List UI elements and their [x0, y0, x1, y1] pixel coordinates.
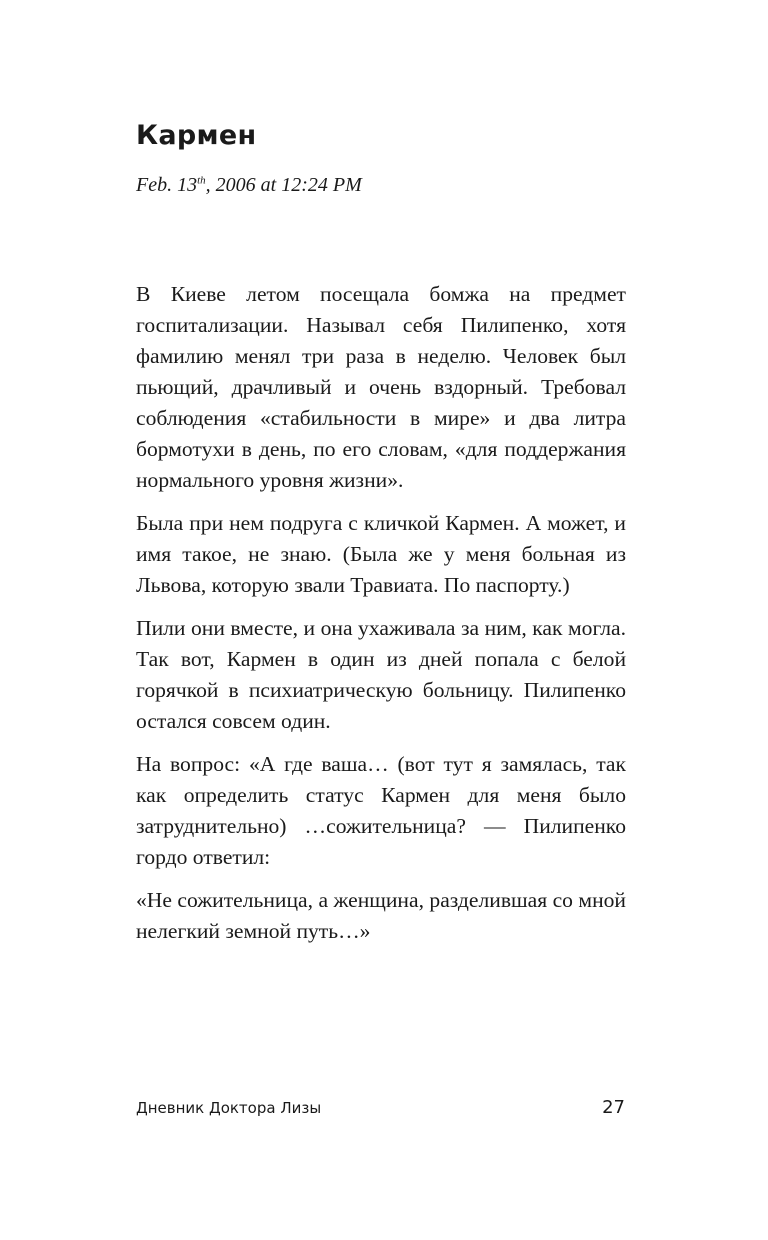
paragraph: В Киеве летом посещала бомжа на предмет госпитализации. Называл себя Пилипенко, хотя фамилию менял три раза в неделю. Человек был пьющий, драчливый и очень вздорный. Требовал соблюдения «стабильности в мире» и два литра бормотухи в день, по его словам, «для поддержания нормального уровня жизни». — [136, 282, 626, 492]
date-year-time: , 2006 at 12:24 PM — [205, 174, 362, 196]
paragraph: Пили они вместе, и она ухаживала за ним, как могла. Так вот, Кармен в один из дней попала с белой горячкой в психиатрическую больницу. Пилипенко остался совсем один. — [136, 616, 626, 733]
page-number: 27 — [602, 1097, 625, 1118]
paragraph: «Не сожительница, а женщина, разделившая со мной нелегкий земной путь…» — [136, 888, 626, 943]
paragraph: Была при нем подруга с кличкой Кармен. А может, и имя такое, не знаю. (Была же у меня больная из Львова, которую звали Травиата. По паспорту.) — [136, 511, 626, 597]
paragraph: На вопрос: «А где ваша… (вот тут я замялась, так как определить статус Кармен для меня было затруднительно) …сожительница? — Пилипенко гордо ответил: — [136, 752, 626, 869]
chapter-date — [136, 174, 362, 197]
date-month-day: Feb. 13 — [136, 174, 198, 196]
date-ordinal-suffix: th — [197, 174, 206, 187]
running-footer-book-title: Дневник Доктора Лизы — [136, 1099, 322, 1117]
chapter-body — [136, 279, 626, 959]
chapter-title: Кармен — [136, 120, 257, 151]
